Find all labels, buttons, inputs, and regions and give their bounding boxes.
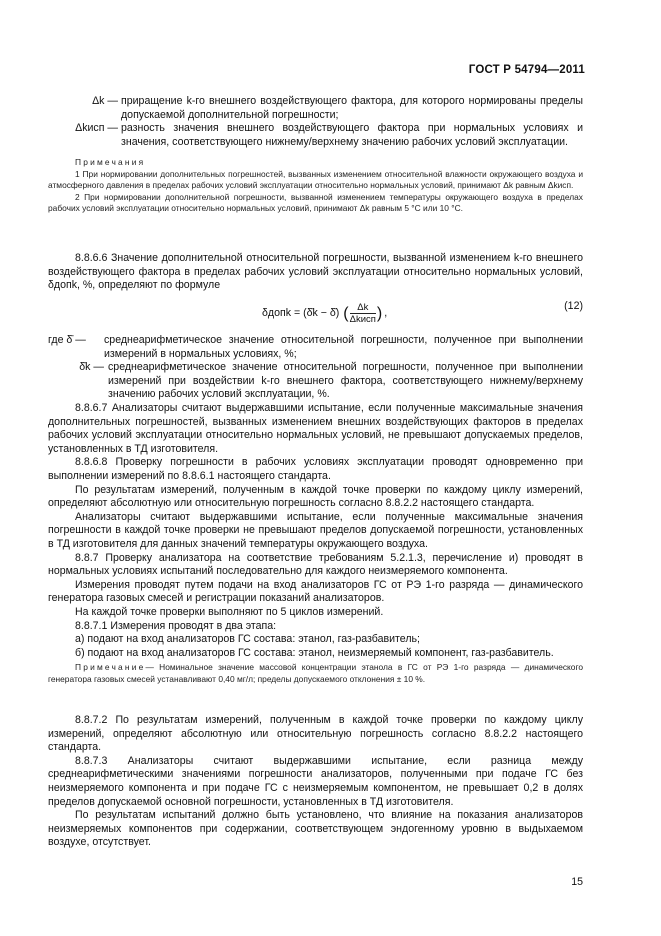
paragraph: 8.8.6.7 Анализаторы считают выдержавшими испытание, если полученные максимальные значения дополнительных погрешностей, вызванных изменением внешних воздействующих факторов в пределах рабочих условий эксплуатации относительно нормальных условий, не превышают допускаемых пределов, установленных в ТД изготовителя.	[48, 402, 583, 455]
definition-text: разность значения внешнего воздействующего фактора при нормальных условиях и значения, соответствующего нижнему/верхнему значению рабочих условий эксплуатации.	[121, 122, 583, 148]
definitions-list	[48, 95, 583, 149]
note-body: — Номинальное значение массовой концентрации этанола в ГС от РЭ 1-го разряда — динамического генератора газовых смесей устанавливают 0,40 мг/л; пределы допускаемого отклонения ± 10 %.	[48, 662, 583, 684]
page-number: 15	[571, 876, 583, 888]
note-block	[48, 662, 583, 685]
definition-term: Δkисп —	[75, 122, 118, 135]
definition-item	[48, 95, 583, 122]
formula-lhs: δдопk = (δ̄k − δ̄)	[262, 306, 340, 319]
note-item: 1 При нормировании дополнительных погрешностей, вызванных изменением относительной влажности окружающего воздуха и атмосферного давления в пределах рабочих условий эксплуатации относительно нормальных условий, принимают Δk равным Δkисп.	[48, 168, 583, 191]
paragraph: 8.8.7.3 Анализаторы считают выдержавшими испытание, если разница между среднеарифметическими значениями погрешности анализаторов, полученными при подаче ГС без неизмеряемого компонента и при подаче ГС с неизмеряемым компонентом, не превышает 0,2 в долях пределов допускаемой основной погрешности, установленных в ТД изготовителя.	[48, 754, 583, 808]
section-8866	[48, 252, 583, 293]
legend-term: где δ̄ —	[48, 334, 86, 346]
section-8872-88773	[48, 714, 583, 850]
formula-numerator: Δk	[350, 302, 376, 314]
formula-denominator: Δkисп	[349, 314, 376, 325]
formula-12: δдопk = (δ̄k − δ̄) ( $\frac{\Delta k}{\text{Δkисп}}$ ) , (12)	[262, 300, 583, 325]
paragraph: Анализаторы считают выдержавшими испытание, если полученные максимальные значения погрешности в каждой точке проверки не превышают пределов допускаемой погрешности, установленных в ТД изготовителя для данных значений температуры окружающего воздуха.	[48, 510, 583, 550]
formula-fraction	[350, 302, 376, 325]
note-text	[48, 662, 583, 685]
note-item: 2 При нормировании дополнительной погрешности, вызванной изменением температуры окружающего воздуха в пределах рабочих условий эксплуатации относительно нормальных условий, принимают Δk равным 5 °С или 10 °С.	[48, 191, 583, 214]
paragraph: По результатам измерений, полученным в каждой точке проверки по каждому циклу измерений, определяют абсолютную или относительную погрешность согласно 8.8.2.2 настоящего стандарта.	[48, 483, 583, 510]
list-item: б) подают на вход анализаторов ГС состава: этанол, неизмеряемый компонент, газ-разбавитель.	[75, 646, 554, 659]
definition-term: Δk —	[92, 95, 118, 107]
paragraph: 8.8.7 Проверку анализатора на соответствие требованиям 5.2.1.3, перечисление и) проводят в нормальных условиях испытаний последовательно для каждого неизмеряемого компонента.	[48, 551, 583, 578]
legend-term: δ̄k —	[79, 361, 104, 374]
formula-tail: ,	[384, 306, 388, 319]
section-8867-88713	[48, 402, 583, 660]
paragraph: На каждой точке проверки выполняют по 5 циклов измерений.	[75, 605, 384, 618]
legend-text: среднеарифметическое значение относительной погрешности, полученное при выполнении измерений в нормальных условиях, %;	[104, 334, 583, 360]
formula-number: (12)	[564, 300, 583, 312]
standard-header: ГОСТ Р 54794—2011	[468, 64, 585, 76]
formula-legend	[48, 334, 583, 402]
note-heading: Примечание	[75, 662, 146, 672]
definition-item	[48, 122, 583, 149]
legend-text: среднеарифметическое значение относительной погрешности, полученное при выполнении измерений при воздействии k-го внешнего фактора, соответствующего нижнему/верхнему значению рабочих условий эксплуатации, %.	[108, 361, 583, 401]
legend-item	[48, 334, 583, 361]
paragraph: Измерения проводят путем подачи на вход анализаторов ГС от РЭ 1-го разряда — динамического генератора газовых смесей и регистрации показаний анализаторов.	[48, 578, 583, 605]
definition-text: приращение k-го внешнего воздействующего фактора, для которого нормированы пределы допускаемой дополнительной погрешности;	[121, 95, 583, 121]
paragraph: 8.8.6.8 Проверку погрешности в рабочих условиях эксплуатации проводят одновременно при выполнении измерений по 8.8.6.1 настоящего стандарта.	[48, 456, 583, 482]
notes-heading: Примечания	[75, 157, 146, 167]
paragraph: 8.8.6.6 Значение дополнительной относительной погрешности, вызванной изменением k-го внешнего воздействующего фактора в пределах рабочих условий эксплуатации относительно нормальных условий, δдопk, %, определяют по формуле	[48, 252, 583, 292]
legend-item	[48, 361, 583, 402]
paragraph: По результатам испытаний должно быть установлено, что влияние на показания анализаторов неизмеряемых компонентов при содержании, соответствующем эндогенному уровню в выдыхаемом воздухе, отсутствует.	[48, 809, 583, 849]
paragraph: 8.8.7.2 По результатам измерений, полученным в каждой точке проверки по каждому циклу измерений, определяют абсолютную или относительную погрешность согласно 8.8.2.2 настоящего стандарта.	[48, 714, 583, 754]
list-item: а) подают на вход анализаторов ГС состава: этанол, газ-разбавитель;	[75, 633, 420, 646]
paragraph: 8.8.7.1 Измерения проводят в два этапа:	[75, 619, 277, 632]
notes-block	[48, 157, 583, 215]
